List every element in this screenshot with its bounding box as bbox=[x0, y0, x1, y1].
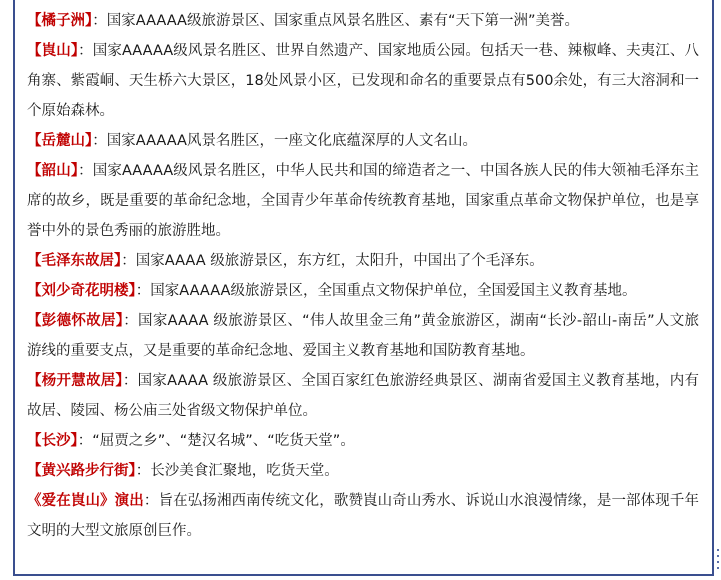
entry-shaoshan bbox=[27, 156, 699, 246]
entry-text: ：“屈贾之乡”、“楚汉名城”、“吃货天堂”。 bbox=[77, 433, 355, 449]
entry-yuelushan bbox=[27, 126, 699, 156]
entry-huangxing-road bbox=[27, 456, 699, 486]
scroll-dots-decoration bbox=[715, 545, 721, 575]
entry-name: 【韶山】 bbox=[27, 163, 79, 179]
dot bbox=[717, 555, 719, 557]
entry-name: 【毛泽东故居】 bbox=[27, 253, 122, 269]
entry-text: ：国家AAAA 级旅游景区，东方红，太阳升，中国出了个毛泽东。 bbox=[121, 253, 544, 269]
entry-name: 【橘子洲】 bbox=[27, 13, 93, 29]
entry-liu-shaoqi bbox=[27, 276, 699, 306]
entry-name: 【崀山】 bbox=[27, 43, 79, 59]
entry-name: 《爱在崀山》演出 bbox=[27, 493, 144, 509]
entry-text: ：国家AAAAA级风景名胜区，中华人民共和国的缔造者之一、中国各族人民的伟大领袖毛泽东主席的故乡，既是重要的革命纪念地，全国青少年革命传统教育基地，国家重点革命文物保护单位，也是享誉中外的景色秀丽的旅游胜地。 bbox=[27, 163, 699, 239]
entry-text: ：国家AAAAA级旅游景区，全国重点文物保护单位，全国爱国主义教育基地。 bbox=[135, 283, 637, 299]
entry-text: ：国家AAAA 级旅游景区、全国百家红色旅游经典景区、湖南省爱国主义教育基地，内有故居、陵园、杨公庙三处省级文物保护单位。 bbox=[27, 373, 699, 419]
entry-name: 【长沙】 bbox=[27, 433, 78, 449]
entry-juzizhou bbox=[27, 6, 699, 36]
entry-text: ：国家AAAA 级旅游景区、“伟人故里金三角”黄金旅游区，湖南“长沙-韶山-南岳”人文旅游线的重要支点，又是重要的革命纪念地、爱国主义教育基地和国防教育基地。 bbox=[27, 313, 699, 359]
entry-text: ：国家AAAAA风景名胜区，一座文化底蕴深厚的人文名山。 bbox=[92, 133, 477, 149]
entry-text: ：国家AAAAA级旅游景区、国家重点风景名胜区、素有“天下第一洲”美誉。 bbox=[92, 13, 579, 29]
entry-text: ：旨在弘扬湘西南传统文化，歌赞崀山奇山秀水、诉说山水浪漫情缘，是一部体现千年文明的大型文旅原创巨作。 bbox=[27, 493, 699, 539]
entry-name: 【彭德怀故居】 bbox=[27, 313, 124, 329]
entry-text: ：国家AAAAA级风景名胜区、世界自然遗产、国家地质公园。包括天一巷、辣椒峰、夫夷江、八角寨、紫霞峒、天生桥六大景区，18处风景小区，已发现和命名的重要景点有500余处，有三大溶洞和一个原始森林。 bbox=[27, 43, 699, 119]
entry-yang-kaihui bbox=[27, 366, 699, 426]
entry-love-in-langshan bbox=[27, 486, 699, 546]
dot bbox=[717, 567, 719, 569]
entry-mao-residence bbox=[27, 246, 699, 276]
entry-name: 【黄兴路步行街】 bbox=[27, 463, 136, 479]
entry-name: 【岳麓山】 bbox=[27, 133, 93, 149]
attractions-list bbox=[27, 6, 699, 546]
entry-text: ：长沙美食汇聚地，吃货天堂。 bbox=[135, 463, 339, 479]
entry-name: 【杨开慧故居】 bbox=[27, 373, 123, 389]
entry-peng-dehuai bbox=[27, 306, 699, 366]
dot bbox=[717, 561, 719, 563]
entry-name: 【刘少奇花明楼】 bbox=[27, 283, 136, 299]
entry-changsha bbox=[27, 426, 699, 456]
dot bbox=[717, 549, 719, 551]
entry-langshan bbox=[27, 36, 699, 126]
